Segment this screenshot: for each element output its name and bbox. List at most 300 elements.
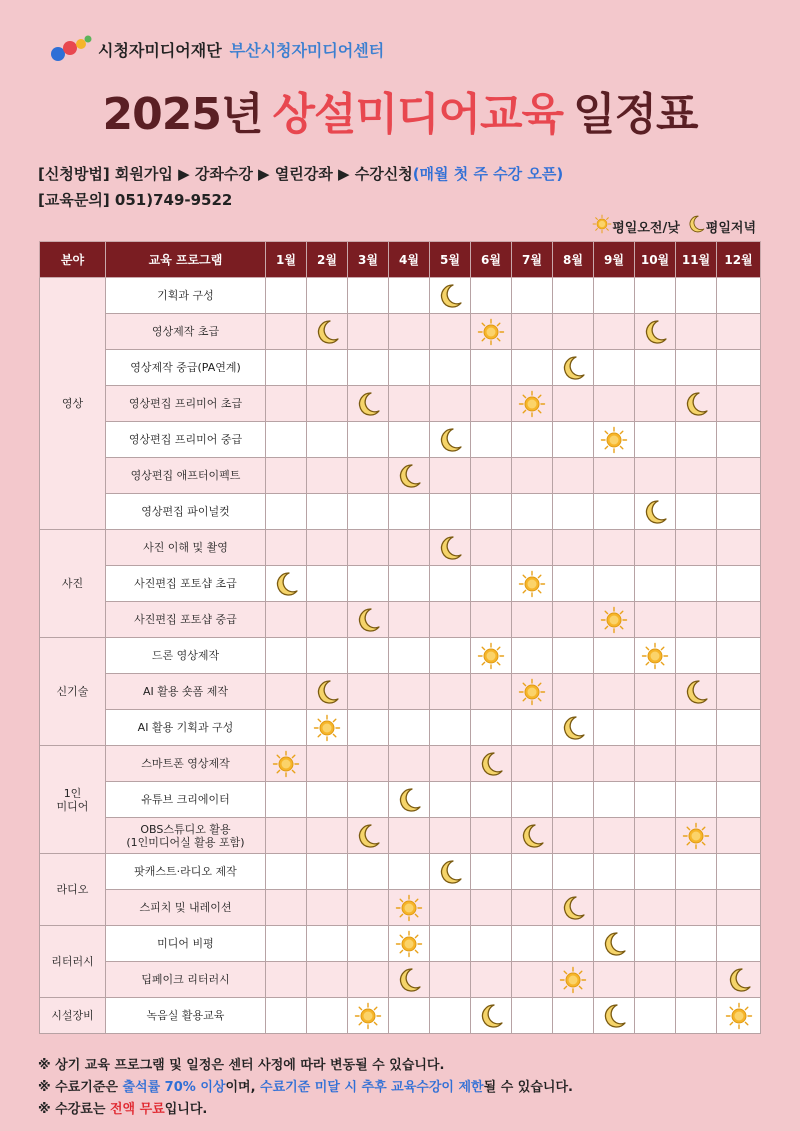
table-row <box>40 710 761 746</box>
page-title <box>0 78 800 142</box>
month-cell <box>471 674 512 710</box>
month-cell <box>471 962 512 998</box>
month-cell <box>471 386 512 422</box>
month-cell <box>430 386 471 422</box>
month-cell <box>348 854 389 890</box>
col-category-header: 분야 <box>40 242 106 278</box>
sun-icon <box>676 818 716 853</box>
month-cell <box>676 422 717 458</box>
title-end: 일정표 <box>572 89 698 140</box>
month-cell <box>553 458 594 494</box>
legend-day <box>592 214 680 238</box>
month-cell <box>676 746 717 782</box>
month-cell <box>553 710 594 746</box>
month-cell <box>430 818 471 854</box>
month-cell <box>307 854 348 890</box>
moon-icon <box>594 926 634 961</box>
month-header: 10월 <box>635 242 676 278</box>
sun-icon <box>594 602 634 637</box>
sun-icon <box>471 314 511 349</box>
sun-icon <box>266 746 306 781</box>
month-cell <box>553 926 594 962</box>
month-header: 1월 <box>266 242 307 278</box>
table-row <box>40 998 761 1034</box>
moon-icon <box>471 746 511 781</box>
table-row <box>40 350 761 386</box>
month-cell <box>512 818 553 854</box>
month-cell <box>717 602 761 638</box>
month-cell <box>430 638 471 674</box>
month-cell <box>389 674 430 710</box>
month-cell <box>635 566 676 602</box>
month-cell <box>389 890 430 926</box>
month-cell <box>676 386 717 422</box>
month-cell <box>266 458 307 494</box>
month-cell <box>594 890 635 926</box>
month-cell <box>307 422 348 458</box>
sun-icon <box>553 962 593 997</box>
moon-icon <box>553 710 593 745</box>
month-cell <box>717 674 761 710</box>
footer-note-2-c: 이며, <box>225 1080 261 1095</box>
footer-note-2-a: ※ 수료기준은 <box>38 1080 123 1095</box>
month-cell <box>389 422 430 458</box>
month-cell <box>553 278 594 314</box>
footer-note-3-c: 입니다. <box>164 1102 208 1117</box>
month-cell <box>266 602 307 638</box>
month-cell <box>430 278 471 314</box>
moon-icon <box>553 350 593 385</box>
month-header: 11월 <box>676 242 717 278</box>
moon-icon <box>635 494 675 529</box>
month-cell <box>717 422 761 458</box>
sun-icon <box>512 566 552 601</box>
legend <box>586 214 756 238</box>
month-cell <box>635 962 676 998</box>
month-cell <box>553 422 594 458</box>
sun-icon <box>348 998 388 1033</box>
sun-icon <box>717 998 760 1033</box>
month-cell <box>266 278 307 314</box>
month-cell <box>717 854 761 890</box>
contact-label: [교육문의] <box>38 191 110 209</box>
sun-icon <box>307 710 347 745</box>
org-sub-name: 부산시청자미디어센터 <box>229 40 385 60</box>
month-cell <box>266 530 307 566</box>
month-cell <box>266 782 307 818</box>
month-cell <box>717 710 761 746</box>
month-cell <box>471 602 512 638</box>
month-cell <box>635 710 676 746</box>
moon-icon <box>307 674 347 709</box>
month-cell <box>471 998 512 1034</box>
program-cell: 유튜브 크리에이터 <box>106 782 266 818</box>
month-cell <box>348 674 389 710</box>
month-cell <box>348 494 389 530</box>
month-cell <box>348 350 389 386</box>
month-cell <box>635 854 676 890</box>
legend-night <box>686 214 756 238</box>
month-cell <box>676 818 717 854</box>
month-cell <box>471 566 512 602</box>
table-header-row <box>40 242 761 278</box>
month-cell <box>594 422 635 458</box>
moon-icon <box>686 214 706 238</box>
moon-icon <box>348 602 388 637</box>
month-cell <box>717 926 761 962</box>
moon-icon <box>717 962 760 997</box>
month-cell <box>553 818 594 854</box>
month-cell <box>512 602 553 638</box>
month-cell <box>635 458 676 494</box>
month-cell <box>389 854 430 890</box>
month-cell <box>512 458 553 494</box>
month-cell <box>717 890 761 926</box>
month-cell <box>307 458 348 494</box>
moon-icon <box>389 962 429 997</box>
category-cell: 사진 <box>40 530 106 638</box>
table-row <box>40 530 761 566</box>
month-cell <box>389 926 430 962</box>
moon-icon <box>430 422 470 457</box>
program-cell: 영상제작 초급 <box>106 314 266 350</box>
month-cell <box>266 890 307 926</box>
month-cell <box>676 314 717 350</box>
program-cell: 영상편집 프리미어 중급 <box>106 422 266 458</box>
month-cell <box>430 458 471 494</box>
month-cell <box>553 674 594 710</box>
month-cell <box>717 818 761 854</box>
month-cell <box>471 710 512 746</box>
month-cell <box>430 422 471 458</box>
month-cell <box>553 998 594 1034</box>
month-cell <box>471 350 512 386</box>
program-cell: 딥페이크 리터러시 <box>106 962 266 998</box>
month-cell <box>471 278 512 314</box>
month-cell <box>676 638 717 674</box>
month-cell <box>512 638 553 674</box>
month-cell <box>266 422 307 458</box>
month-cell <box>307 278 348 314</box>
month-cell <box>307 746 348 782</box>
month-cell <box>553 854 594 890</box>
month-cell <box>266 494 307 530</box>
month-cell <box>553 746 594 782</box>
month-cell <box>512 494 553 530</box>
month-cell <box>307 782 348 818</box>
month-cell <box>717 998 761 1034</box>
month-header: 12월 <box>717 242 761 278</box>
month-cell <box>348 458 389 494</box>
month-header: 8월 <box>553 242 594 278</box>
month-cell <box>553 638 594 674</box>
moon-icon <box>553 890 593 925</box>
program-cell: 기획과 구성 <box>106 278 266 314</box>
month-cell <box>512 674 553 710</box>
month-cell <box>471 638 512 674</box>
month-cell <box>307 350 348 386</box>
footer-restriction: 수료기준 미달 시 추후 교육수강이 제한 <box>260 1080 484 1095</box>
month-cell <box>594 674 635 710</box>
category-cell: 리터러시 <box>40 926 106 998</box>
month-cell <box>512 386 553 422</box>
month-cell <box>430 350 471 386</box>
month-cell <box>430 602 471 638</box>
month-cell <box>307 386 348 422</box>
month-cell <box>348 602 389 638</box>
month-cell <box>430 494 471 530</box>
table-row <box>40 422 761 458</box>
month-cell <box>512 566 553 602</box>
month-cell <box>389 278 430 314</box>
month-cell <box>512 710 553 746</box>
moon-icon <box>430 278 470 313</box>
month-cell <box>512 314 553 350</box>
sun-icon <box>594 422 634 457</box>
legend-day-label: 평일오전/낮 <box>612 220 680 236</box>
month-cell <box>717 782 761 818</box>
month-cell <box>635 350 676 386</box>
month-cell <box>553 350 594 386</box>
footer-note-3 <box>38 1098 207 1117</box>
month-cell <box>430 746 471 782</box>
month-header: 4월 <box>389 242 430 278</box>
month-cell <box>594 782 635 818</box>
month-cell <box>635 890 676 926</box>
table-row <box>40 926 761 962</box>
month-cell <box>635 314 676 350</box>
program-cell: 스마트폰 영상제작 <box>106 746 266 782</box>
table-row <box>40 458 761 494</box>
month-cell <box>717 746 761 782</box>
title-year: 2025년 <box>102 89 263 140</box>
month-cell <box>676 350 717 386</box>
program-cell: 영상편집 애프터이펙트 <box>106 458 266 494</box>
month-cell <box>348 890 389 926</box>
month-cell <box>430 566 471 602</box>
month-cell <box>389 998 430 1034</box>
schedule-table <box>39 241 761 1034</box>
month-cell <box>430 710 471 746</box>
month-cell <box>717 530 761 566</box>
month-cell <box>307 602 348 638</box>
moon-icon <box>266 566 306 601</box>
month-cell <box>430 674 471 710</box>
month-cell <box>389 818 430 854</box>
moon-icon <box>430 530 470 565</box>
month-cell <box>307 314 348 350</box>
table-row <box>40 962 761 998</box>
month-cell <box>430 314 471 350</box>
month-cell <box>307 890 348 926</box>
month-cell <box>512 890 553 926</box>
moon-icon <box>676 674 716 709</box>
month-cell <box>676 998 717 1034</box>
month-cell <box>594 998 635 1034</box>
month-cell <box>635 674 676 710</box>
moon-icon <box>594 998 634 1033</box>
month-cell <box>635 818 676 854</box>
category-cell: 라디오 <box>40 854 106 926</box>
month-cell <box>348 278 389 314</box>
sun-icon <box>635 638 675 673</box>
logo-row <box>50 32 384 66</box>
footer-free: 전액 무료 <box>109 1102 165 1117</box>
footer-note-2-e: 될 수 있습니다. <box>483 1080 573 1095</box>
month-cell <box>430 962 471 998</box>
month-cell <box>512 422 553 458</box>
footer-note-2 <box>38 1076 573 1095</box>
title-mid: 상설미디어교육 <box>272 89 563 140</box>
month-cell <box>389 566 430 602</box>
program-cell: 영상편집 프리미어 초급 <box>106 386 266 422</box>
month-cell <box>266 710 307 746</box>
month-cell <box>717 566 761 602</box>
month-cell <box>266 746 307 782</box>
month-cell <box>266 854 307 890</box>
month-cell <box>635 998 676 1034</box>
month-cell <box>266 962 307 998</box>
month-cell <box>348 710 389 746</box>
month-cell <box>266 674 307 710</box>
month-cell <box>471 314 512 350</box>
program-cell: 사진 이해 및 촬영 <box>106 530 266 566</box>
month-cell <box>635 926 676 962</box>
month-cell <box>471 926 512 962</box>
month-cell <box>266 350 307 386</box>
month-cell <box>594 854 635 890</box>
month-cell <box>348 566 389 602</box>
month-cell <box>717 314 761 350</box>
org-main-name: 시청자미디어재단 <box>98 40 222 60</box>
month-cell <box>676 458 717 494</box>
month-cell <box>635 782 676 818</box>
month-cell <box>512 530 553 566</box>
program-cell: 미디어 비평 <box>106 926 266 962</box>
table-row <box>40 674 761 710</box>
contact-phone: 051)749-9522 <box>114 191 233 209</box>
month-cell <box>594 710 635 746</box>
table-row <box>40 890 761 926</box>
month-cell <box>676 854 717 890</box>
program-cell: AI 활용 숏폼 제작 <box>106 674 266 710</box>
month-cell <box>717 350 761 386</box>
table-row <box>40 386 761 422</box>
month-cell <box>471 818 512 854</box>
month-cell <box>594 566 635 602</box>
month-cell <box>348 422 389 458</box>
month-cell <box>676 710 717 746</box>
month-cell <box>266 566 307 602</box>
month-cell <box>389 782 430 818</box>
apply-info <box>38 163 563 184</box>
month-cell <box>676 494 717 530</box>
program-cell: 영상제작 중급(PA연계) <box>106 350 266 386</box>
program-cell: OBS스튜디오 활용 (1인미디어실 활용 포함) <box>106 818 266 854</box>
month-cell <box>676 278 717 314</box>
month-header: 9월 <box>594 242 635 278</box>
month-cell <box>676 782 717 818</box>
month-cell <box>553 314 594 350</box>
program-cell: 스피치 및 내레이션 <box>106 890 266 926</box>
month-cell <box>348 314 389 350</box>
program-cell: 사진편집 포토샵 초급 <box>106 566 266 602</box>
month-cell <box>553 962 594 998</box>
program-cell: AI 활용 기획과 구성 <box>106 710 266 746</box>
legend-night-label: 평일저녁 <box>705 220 756 236</box>
month-cell <box>553 782 594 818</box>
month-cell <box>471 746 512 782</box>
month-cell <box>635 422 676 458</box>
month-cell <box>594 602 635 638</box>
month-cell <box>471 890 512 926</box>
month-cell <box>389 530 430 566</box>
month-cell <box>307 962 348 998</box>
month-cell <box>594 962 635 998</box>
month-cell <box>307 710 348 746</box>
month-cell <box>266 638 307 674</box>
month-cell <box>717 962 761 998</box>
table-row <box>40 314 761 350</box>
month-cell <box>266 926 307 962</box>
sun-icon <box>471 638 511 673</box>
category-cell: 신기술 <box>40 638 106 746</box>
sun-icon <box>389 890 429 925</box>
month-header: 7월 <box>512 242 553 278</box>
category-cell: 영상 <box>40 278 106 530</box>
month-cell <box>512 278 553 314</box>
month-cell <box>553 566 594 602</box>
apply-steps: 회원가입 ▶ 강좌수강 ▶ 열린강좌 ▶ 수강신청 <box>114 165 413 183</box>
month-cell <box>266 386 307 422</box>
month-cell <box>635 602 676 638</box>
month-header: 2월 <box>307 242 348 278</box>
month-cell <box>717 458 761 494</box>
month-cell <box>676 674 717 710</box>
month-cell <box>266 314 307 350</box>
moon-icon <box>635 314 675 349</box>
program-cell: 드론 영상제작 <box>106 638 266 674</box>
contact-info <box>38 189 232 210</box>
month-cell <box>389 746 430 782</box>
month-cell <box>676 962 717 998</box>
table-row <box>40 602 761 638</box>
month-cell <box>717 638 761 674</box>
moon-icon <box>389 782 429 817</box>
month-cell <box>348 746 389 782</box>
program-cell: 녹음실 활용교육 <box>106 998 266 1034</box>
month-cell <box>594 746 635 782</box>
month-cell <box>594 530 635 566</box>
month-cell <box>717 278 761 314</box>
apply-note: (매월 첫 주 수강 오픈) <box>412 165 564 183</box>
month-cell <box>676 926 717 962</box>
month-cell <box>348 530 389 566</box>
month-cell <box>635 746 676 782</box>
month-cell <box>512 962 553 998</box>
month-cell <box>389 386 430 422</box>
table-row <box>40 638 761 674</box>
month-cell <box>594 818 635 854</box>
month-cell <box>676 602 717 638</box>
month-cell <box>553 494 594 530</box>
month-cell <box>430 782 471 818</box>
moon-icon <box>676 386 716 421</box>
month-cell <box>717 386 761 422</box>
month-cell <box>471 458 512 494</box>
program-cell: 영상편집 파이널컷 <box>106 494 266 530</box>
month-cell <box>553 602 594 638</box>
